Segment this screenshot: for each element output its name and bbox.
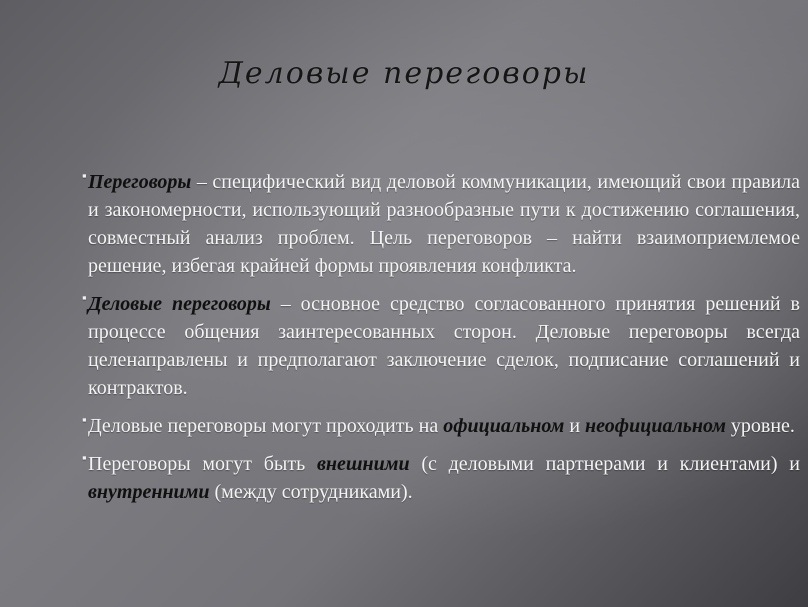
- bullet-icon: ▪: [82, 412, 87, 427]
- levels-text-1: Деловые переговоры могут проходить на: [88, 415, 444, 437]
- definition-negotiations: – специфический вид деловой коммуникации, имеющий свои правила и закономерности, использующий разнообразные пути к достижению соглашения, совместный анализ проблем. Цель переговоров – найти взаимоприемлемое решение, избегая крайней формы проявления конфликта.: [88, 171, 800, 277]
- slide-content: [82, 168, 800, 516]
- emph-official: официальном: [443, 415, 565, 437]
- bullet-paragraph-business-negotiations: [82, 290, 800, 402]
- slide-title: Деловые переговоры: [218, 56, 590, 91]
- emph-unofficial: неофициальном: [585, 415, 726, 437]
- term-negotiations: Переговоры: [88, 171, 192, 193]
- bullet-icon: ▪: [82, 290, 87, 305]
- term-business-negotiations: Деловые переговоры: [88, 293, 271, 315]
- bullet-icon: ▪: [82, 168, 87, 183]
- bullet-icon: ▪: [82, 450, 87, 465]
- types-text-2: (с деловыми партнерами и клиентами) и: [409, 453, 800, 475]
- bullet-paragraph-types: [82, 450, 800, 506]
- levels-text-3: уровне.: [725, 415, 795, 437]
- levels-text-2: и: [564, 415, 586, 437]
- bullet-paragraph-negotiations: [82, 168, 800, 280]
- bullet-paragraph-levels: [82, 412, 800, 440]
- emph-external: внешними: [316, 453, 410, 475]
- definition-business-negotiations: – основное средство согласованного принятия решений в процессе общения заинтересованных сторон. Деловые переговоры всегда целенаправлены и предполагают заключение сделок, подписание соглашений и контрактов.: [88, 293, 800, 399]
- types-text-3: (между сотрудниками).: [209, 481, 413, 503]
- types-text-1: Переговоры могут быть: [88, 453, 317, 475]
- emph-internal: внутренними: [88, 481, 210, 503]
